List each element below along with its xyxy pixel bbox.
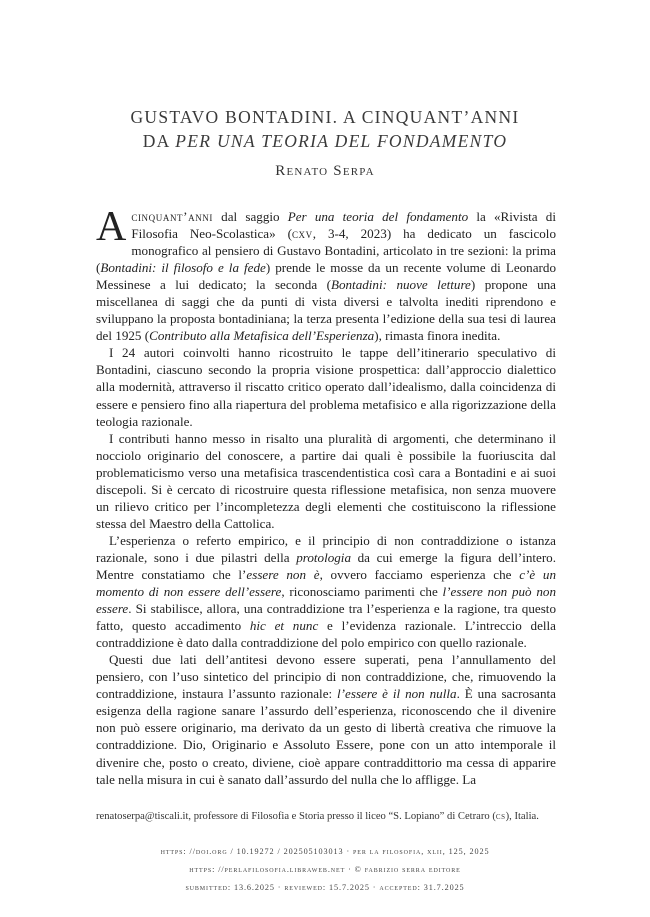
text-run: ) prende le mosse da un recente volume di Leonardo Messinese a lui dedicato; la seconda ( — [96, 260, 556, 293]
italic-run: Bontadini: nuove letture — [330, 277, 471, 293]
italic-run: hic et nunc — [249, 618, 319, 634]
text-run: da cui emerge la figura dell’intero. Mentre constatiamo che l’ — [96, 549, 557, 582]
paragraph-1 — [96, 204, 556, 344]
text-run: L’esperienza o referto empirico, e il principio di non contraddizione o istanza razionale, sono i due pilastri della — [96, 532, 556, 565]
article-body — [96, 204, 557, 788]
italic-run: Per una teoria del fondamento — [287, 209, 469, 224]
text-run: ) propone una miscellanea di saggi che da punti di vista diversi e talvolta inediti riprendono e sviluppano la proposta bontadiniana; la terza presenta l’edizione della sua tesi di laurea del 1925 ( — [96, 277, 556, 344]
submission-dates-line: submitted: 13.6.2025 · reviewed: 15.7.2025 · accepted: 31.7.2025 — [185, 883, 465, 892]
text-run: Questi due lati dell’antitesi devono essere superati, pena l’annullamento del pensiero, con l’uso sintetico del principio di non contraddizione, che, rimuovendo la contraddizione, instaura l’assunto razionale: — [96, 652, 556, 702]
text-run: e l’evidenza razionale. L’intreccio della contraddizione è dato dalla contraddizione del polo empirico con quello razionale. — [96, 618, 556, 651]
paragraph-5 — [96, 651, 556, 787]
article-author: Renato Serpa — [275, 163, 375, 179]
drop-cap: A — [96, 204, 127, 250]
text-run: ), Italia. — [505, 811, 539, 822]
text-run: ), rimasta finora inedita. — [374, 328, 501, 344]
text-run: I contributi hanno messo in risalto una pluralità di argomenti, che determinano il nocciolo originario del conoscere, a partire dai quali è possibile la fuoriuscita dal problematicismo verso una metafisica trascendentistica così cara a Bontadini e ai suoi discepoli. Si è cercato di ricostruire questa riflessione metafisica, non senza muovere un rilievo critico per l’incompletezza degli elementi che costituiscono la riflessione stessa del Maestro della Cattolica. — [96, 430, 556, 531]
doi-line: https: //doi.org / 10.19272 / 202505103013 · per la filosofia, xlii, 125, 2025 — [160, 847, 490, 856]
title-italic-work: PER UNA TEORIA DEL FONDAMENTO — [175, 131, 508, 151]
paragraph-4 — [96, 532, 556, 651]
italic-run: essere non è — [246, 566, 320, 582]
text-run: I 24 autori coinvolti hanno ricostruito le tappe dell’itinerario speculativo di Bontadini, ciascuno secondo la propria visione prospettica: dall’approccio dialettico alla modernità, attraverso il riscatto critico operato dall’idealismo, dalla coincidenza di essere e pensiero fino alla riapertura del problema metafisico e alla rigorizzazione della teologia razionale. — [96, 345, 556, 429]
italic-run: l’essere non può non essere — [96, 584, 556, 617]
title-prefix: DA — [142, 131, 176, 151]
text-run: , 3-4, 2023) ha dedicato un fascicolo monografico al pensiero di Gustavo Bontadini, articolato in tre sezioni: la prima ( — [96, 226, 556, 276]
article-title-line-2 — [60, 129, 590, 153]
publisher-line: https: //perlafilosofia.libraweb.net · © fabrizio serra editore — [189, 865, 461, 874]
text-run: , ovvero facciamo esperienza che — [319, 566, 520, 582]
text-run: renatoserpa@tiscali.it, professore di Filosofia e Storia presso il liceo “S. Lopiano” di Cetraro ( — [96, 811, 496, 822]
volume-number: cxv — [291, 226, 313, 242]
paragraph-2 — [96, 344, 556, 429]
article-title-line-1: GUSTAVO BONTADINI. A CINQUANT’ANNI — [130, 107, 520, 127]
province-abbrev: cs — [495, 811, 506, 822]
text-run: , riconosciamo parimenti che — [281, 584, 443, 600]
italic-run: l’essere è il non nulla — [337, 686, 457, 702]
text-run: . È una sacrosanta esigenza della ragione sanare l’assurdo dell’esperienza, riconoscendo che il divenire non può essere originario, ma derivato da un gesto di libertà creativa che rimuove la contraddizione. Dio, Originario e Assoluto Essere, pone con un atto intemporale il divenire che, posto o creato, diviene, cioè appare contraddittorio ma cessa di apparire tale nella misura in cui è sanato dall’assurdo del nulla che lo affligge. La — [96, 686, 556, 787]
text-run: la «Rivista di Filosofia Neo-Scolastica» ( — [131, 209, 556, 242]
italic-run: Contributo alla Metafisica dell’Esperienza — [149, 328, 375, 344]
paragraph-3 — [96, 430, 556, 532]
text-run: dal saggio — [213, 209, 288, 224]
text-run: . Si stabilisce, allora, una contraddizione tra l’esperienza e la ragione, tra questo fatto, questo accadimento — [96, 601, 556, 634]
author-affiliation-note — [96, 810, 576, 824]
italic-run: Bontadini: il filosofo e la fede — [100, 260, 266, 276]
italic-run: protologia — [296, 549, 351, 565]
italic-run: c’è un momento di non essere dell’essere — [96, 566, 556, 600]
opening-small-caps: cinquant’anni — [131, 209, 213, 224]
